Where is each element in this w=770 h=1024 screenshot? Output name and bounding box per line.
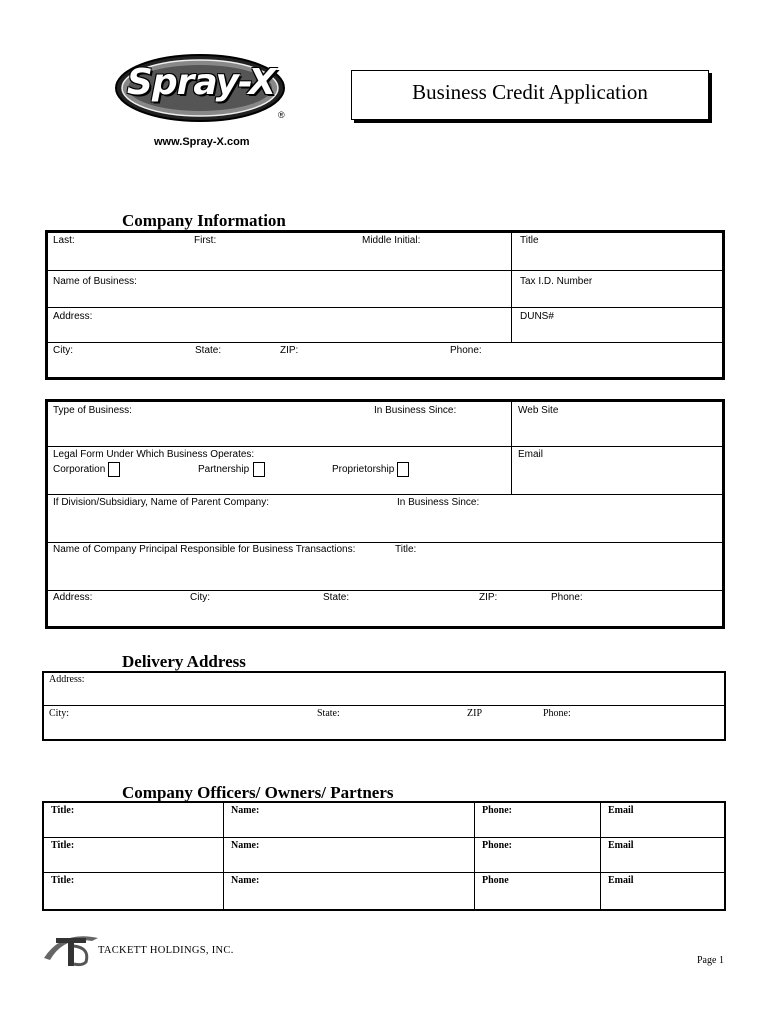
tackett-holdings-name: TACKETT HOLDINGS, INC. [98, 945, 234, 956]
officers-table [42, 801, 726, 911]
logo-wordmark: Spray-X [126, 62, 276, 103]
state-label: State: [195, 345, 222, 356]
principal-phone-label: Phone: [551, 592, 583, 603]
principal-zip-label: ZIP: [479, 592, 498, 603]
officer-email-label: Email [608, 875, 634, 886]
tackett-logo-icon [42, 928, 100, 968]
business-details-box [45, 399, 725, 629]
web-site-label: Web Site [518, 405, 559, 416]
company-info-heading: Company Information [122, 211, 286, 230]
proprietorship-label: Proprietorship [332, 464, 395, 475]
principal-title-label: Title: [395, 544, 417, 555]
legal-form-label: Legal Form Under Which Business Operates: [53, 449, 255, 460]
officer-title-label: Title: [51, 805, 75, 816]
principal-city-label: City: [190, 592, 210, 603]
tax-id-label: Tax I.D. Number [520, 276, 593, 287]
partnership-checkbox[interactable] [253, 462, 265, 477]
proprietorship-checkbox[interactable] [397, 462, 409, 477]
first-label: First: [194, 235, 217, 246]
spray-x-logo [112, 52, 298, 124]
principal-label: Name of Company Principal Responsible for Business Transactions: [53, 544, 356, 555]
title-label: Title [520, 235, 539, 246]
title-box [351, 70, 709, 120]
duns-label: DUNS# [520, 311, 554, 322]
company-info-box [45, 230, 725, 380]
zip-label: ZIP: [280, 345, 299, 356]
delivery-heading: Delivery Address [122, 652, 246, 671]
officer-email-label: Email [608, 840, 634, 851]
middle-initial-label: Middle Initial: [362, 235, 421, 246]
corporation-label: Corporation [53, 464, 106, 475]
page-number: Page 1 [697, 955, 724, 966]
business-name-label: Name of Business: [53, 276, 137, 287]
delivery-box [42, 671, 726, 741]
partnership-label: Partnership [198, 464, 250, 475]
last-label: Last: [53, 235, 75, 246]
page-title: Business Credit Application [412, 80, 648, 104]
registered-mark: ® [278, 110, 285, 120]
officer-name-label: Name: [231, 805, 260, 816]
address-label: Address: [53, 311, 93, 322]
officer-name-label: Name: [231, 840, 260, 851]
website-url: www.Spray-X.com [154, 136, 250, 148]
officer-phone-label: Phone [482, 875, 509, 886]
email-label: Email [518, 449, 544, 460]
officer-phone-label: Phone: [482, 840, 512, 851]
delivery-address-label: Address: [49, 674, 85, 685]
delivery-zip-label: ZIP [467, 708, 482, 719]
officers-heading: Company Officers/ Owners/ Partners [122, 783, 394, 802]
type-of-business-label: Type of Business: [53, 405, 132, 416]
parent-company-label: If Division/Subsidiary, Name of Parent Company: [53, 497, 270, 508]
corporation-checkbox[interactable] [108, 462, 120, 477]
principal-state-label: State: [323, 592, 350, 603]
delivery-phone-label: Phone: [543, 708, 571, 719]
officer-title-label: Title: [51, 875, 75, 886]
officer-name-label: Name: [231, 875, 260, 886]
in-business-since-label: In Business Since: [374, 405, 457, 416]
officer-phone-label: Phone: [482, 805, 512, 816]
officer-email-label: Email [608, 805, 634, 816]
officer-title-label: Title: [51, 840, 75, 851]
phone-label: Phone: [450, 345, 482, 356]
delivery-state-label: State: [317, 708, 340, 719]
principal-address-label: Address: [53, 592, 93, 603]
delivery-city-label: City: [49, 708, 70, 719]
parent-in-business-since-label: In Business Since: [397, 497, 480, 508]
city-label: City: [53, 345, 73, 356]
